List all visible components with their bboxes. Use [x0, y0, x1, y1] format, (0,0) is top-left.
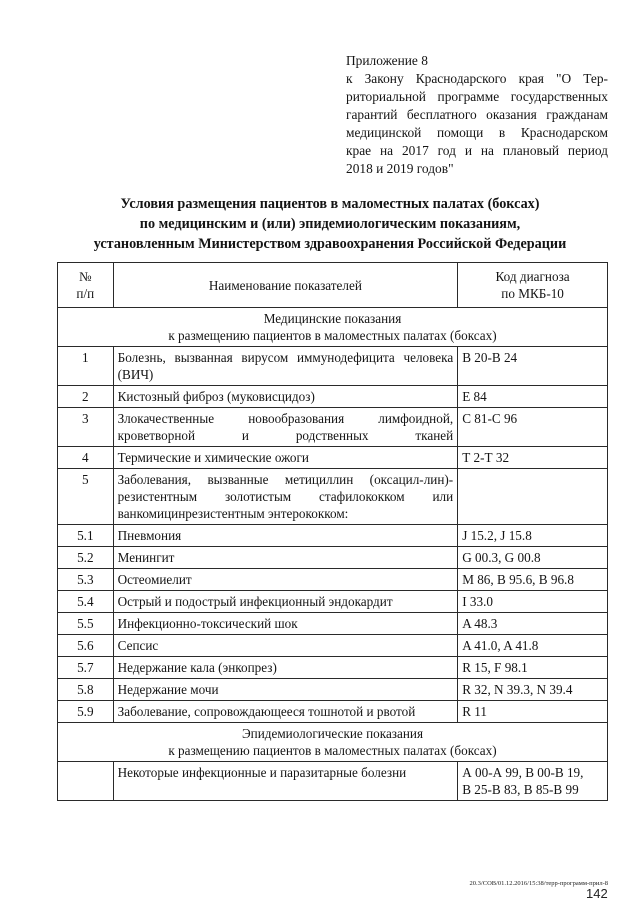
table-row: [58, 635, 608, 657]
row-number: 5.1: [58, 525, 114, 547]
table-row: [58, 613, 608, 635]
header-code-line1: Код диагноза: [495, 269, 570, 284]
row-code: A 48.3: [458, 613, 608, 635]
row-name: Недержание мочи: [113, 679, 458, 701]
header-number-line1: №: [79, 269, 92, 284]
row-code: В 20-В 24: [458, 347, 608, 386]
row-code: [458, 762, 608, 801]
row-number: 1: [58, 347, 114, 386]
row-number: 5.2: [58, 547, 114, 569]
row-name: Болезнь, вызванная вирусом иммунодефицита человека (ВИЧ): [113, 347, 458, 386]
row-code: Е 84: [458, 386, 608, 408]
section-medical-line1: Медицинские показания: [263, 311, 402, 326]
row-name: Пневмония: [113, 525, 458, 547]
row-code: A 41.0, A 41.8: [458, 635, 608, 657]
row-number: 4: [58, 447, 114, 469]
row-name: Сепсис: [113, 635, 458, 657]
row-code-line2: В 25-В 83, В 85-В 99: [462, 782, 579, 797]
row-name: Термические и химические ожоги: [113, 447, 458, 469]
table-row: [58, 569, 608, 591]
section-epidemiological-row: [58, 723, 608, 762]
row-number: 2: [58, 386, 114, 408]
row-number: 5.4: [58, 591, 114, 613]
row-name: Некоторые инфекционные и паразитарные болезни: [113, 762, 458, 801]
row-number: 3: [58, 408, 114, 447]
table-row: [58, 469, 608, 525]
row-number: 5.9: [58, 701, 114, 723]
row-code: R 15, F 98.1: [458, 657, 608, 679]
row-name: Остеомиелит: [113, 569, 458, 591]
row-code: С 81-С 96: [458, 408, 608, 447]
row-code: R 32, N 39.3, N 39.4: [458, 679, 608, 701]
section-medical-row: [58, 308, 608, 347]
row-name: Кистозный фиброз (муковисцидоз): [113, 386, 458, 408]
row-name: Менингит: [113, 547, 458, 569]
table-row: [58, 591, 608, 613]
table-row: [58, 547, 608, 569]
row-name: Заболевания, вызванные метициллин (оксацил-лин)-резистентным золотистым стафилококком или ванкомицинрезистентным энтерококком:: [113, 469, 458, 525]
table-row: [58, 447, 608, 469]
page-number: 142: [586, 886, 608, 901]
appendix-line: крае на 2017 год и на плановый период: [346, 143, 608, 158]
header-number: [58, 263, 114, 308]
row-code: [458, 469, 608, 525]
document-title: [40, 194, 620, 254]
section-medical-line2: к размещению пациентов в маломестных палатах (боксах): [168, 328, 497, 343]
appendix-title: Приложение 8: [346, 53, 428, 68]
row-number: 5.6: [58, 635, 114, 657]
table-header-row: [58, 263, 608, 308]
row-name: Злокачественные новообразования лимфоидной, кроветворной и родственных тканей: [113, 408, 458, 447]
table-row: [58, 347, 608, 386]
section-epidemiological: [58, 723, 608, 762]
table-row: [58, 386, 608, 408]
row-code: J 15.2, J 15.8: [458, 525, 608, 547]
row-name: Острый и подострый инфекционный эндокардит: [113, 591, 458, 613]
row-name: Заболевание, сопровождающееся тошнотой и рвотой: [113, 701, 458, 723]
row-number: 5.8: [58, 679, 114, 701]
row-code-line1: А 00-А 99, В 00-В 19,: [462, 765, 584, 780]
header-number-line2: п/п: [76, 286, 95, 301]
row-number: 5.7: [58, 657, 114, 679]
header-name: Наименование показателей: [113, 263, 458, 308]
row-code: G 00.3, G 00.8: [458, 547, 608, 569]
table-row: [58, 657, 608, 679]
appendix-line: 2018 и 2019 годов": [346, 161, 454, 176]
row-code: Т 2-Т 32: [458, 447, 608, 469]
document-title-line: Условия размещения пациентов в маломестных палатах (боксах): [120, 196, 540, 212]
row-number: 5.5: [58, 613, 114, 635]
header-code: [458, 263, 608, 308]
section-epidemiological-line2: к размещению пациентов в маломестных палатах (боксах): [168, 743, 497, 758]
row-name: Инфекционно-токсический шок: [113, 613, 458, 635]
appendix-line: медицинской помощи в Краснодарском: [346, 125, 608, 140]
section-epidemiological-line1: Эпидемиологические показания: [241, 726, 424, 741]
conditions-table: [57, 262, 608, 801]
appendix-line: к Закону Краснодарского края "О Тер-: [346, 71, 608, 86]
row-number: 5.3: [58, 569, 114, 591]
table-row: [58, 701, 608, 723]
row-code: I 33.0: [458, 591, 608, 613]
appendix-header: [346, 52, 608, 178]
row-number: 5: [58, 469, 114, 525]
table-row: [58, 679, 608, 701]
document-title-line: по медицинским и (или) эпидемиологическим показаниям,: [139, 216, 521, 232]
row-number: [58, 762, 114, 801]
row-code: R 11: [458, 701, 608, 723]
table-row: [58, 762, 608, 801]
appendix-line: риториальной программе государственных: [346, 89, 608, 104]
section-medical: [58, 308, 608, 347]
row-code: M 86, B 95.6, B 96.8: [458, 569, 608, 591]
table-row: [58, 525, 608, 547]
header-code-line2: по МКБ-10: [501, 286, 564, 301]
row-name: Недержание кала (энкопрез): [113, 657, 458, 679]
table-row: [58, 408, 608, 447]
document-title-line: установленным Министерством здравоохранения Российской Федерации: [93, 236, 567, 252]
appendix-line: гарантий бесплатного оказания гражданам: [346, 107, 608, 122]
footer-file-code: 20.3/СОВ/01.12.2016/15:38/терр-программ-прил-8: [469, 880, 608, 887]
